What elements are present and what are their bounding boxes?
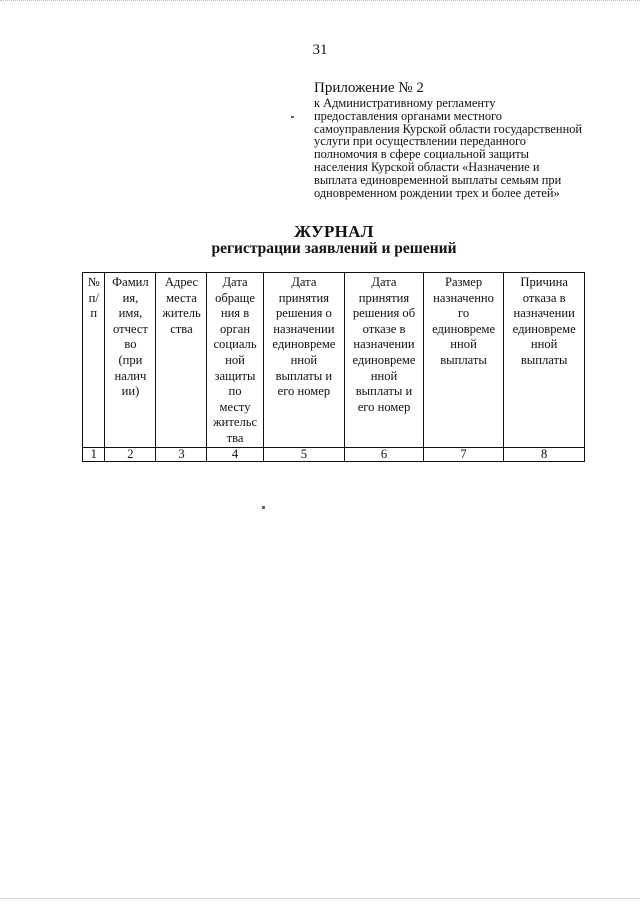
column-number-cell: 1 <box>83 447 105 461</box>
appendix-line: к Административному регламенту <box>314 96 496 110</box>
journal-title: ЖУРНАЛ <box>294 222 374 241</box>
appendix-line: населения Курской области «Назначение и <box>314 159 540 174</box>
appendix-line: выплата единовременной выплаты семьям при <box>314 172 562 187</box>
scan-bottom-edge <box>0 898 640 900</box>
registration-journal-table <box>82 272 585 462</box>
header-cell-number: № п/ п <box>83 273 105 448</box>
column-number-cell: 8 <box>504 447 585 461</box>
appendix-line: самоуправления Курской области государственной <box>314 121 583 136</box>
header-cell-address: Адрес места житель ства <box>156 273 207 448</box>
appendix-line: услуги при осуществлении переданного <box>314 134 526 149</box>
page-number: 31 <box>312 42 328 58</box>
column-number-row <box>83 447 585 461</box>
header-cell-refusal-reason: Причина отказа в назначении единовреме нной выплаты <box>504 273 585 448</box>
header-cell-payment-amount: Размер назначенно го единовреме нной выплаты <box>423 273 504 448</box>
scan-speck <box>262 506 265 509</box>
header-cell-refusal-decision-date: Дата принятия решения об отказе в назначении единовреме нной выплаты и его номер <box>345 273 424 448</box>
appendix-line: полномочия в сфере социальной защиты <box>314 147 529 162</box>
table-header-row <box>83 273 585 448</box>
column-number-cell: 6 <box>345 447 424 461</box>
scan-speck <box>291 116 294 118</box>
appendix-title: Приложение № 2 <box>314 80 424 96</box>
scan-top-edge <box>0 0 640 3</box>
column-number-cell: 2 <box>105 447 156 461</box>
header-cell-grant-decision-date: Дата принятия решения о назначении единовреме нной выплаты и его номер <box>263 273 345 448</box>
header-cell-application-date: Дата обраще ния в орган социаль ной защиты по месту жительс тва <box>207 273 263 448</box>
column-number-cell: 7 <box>423 447 504 461</box>
appendix-line: предоставления органами местного <box>314 108 502 123</box>
column-number-cell: 4 <box>207 447 263 461</box>
journal-subtitle: регистрации заявлений и решений <box>211 240 457 257</box>
appendix-block <box>314 80 614 199</box>
header-cell-full-name: Фамил ия, имя, отчест во (при налич ии) <box>105 273 156 448</box>
appendix-line: одновременном рождении трех и более детей» <box>314 185 560 200</box>
column-number-cell: 3 <box>156 447 207 461</box>
column-number-cell: 5 <box>263 447 345 461</box>
